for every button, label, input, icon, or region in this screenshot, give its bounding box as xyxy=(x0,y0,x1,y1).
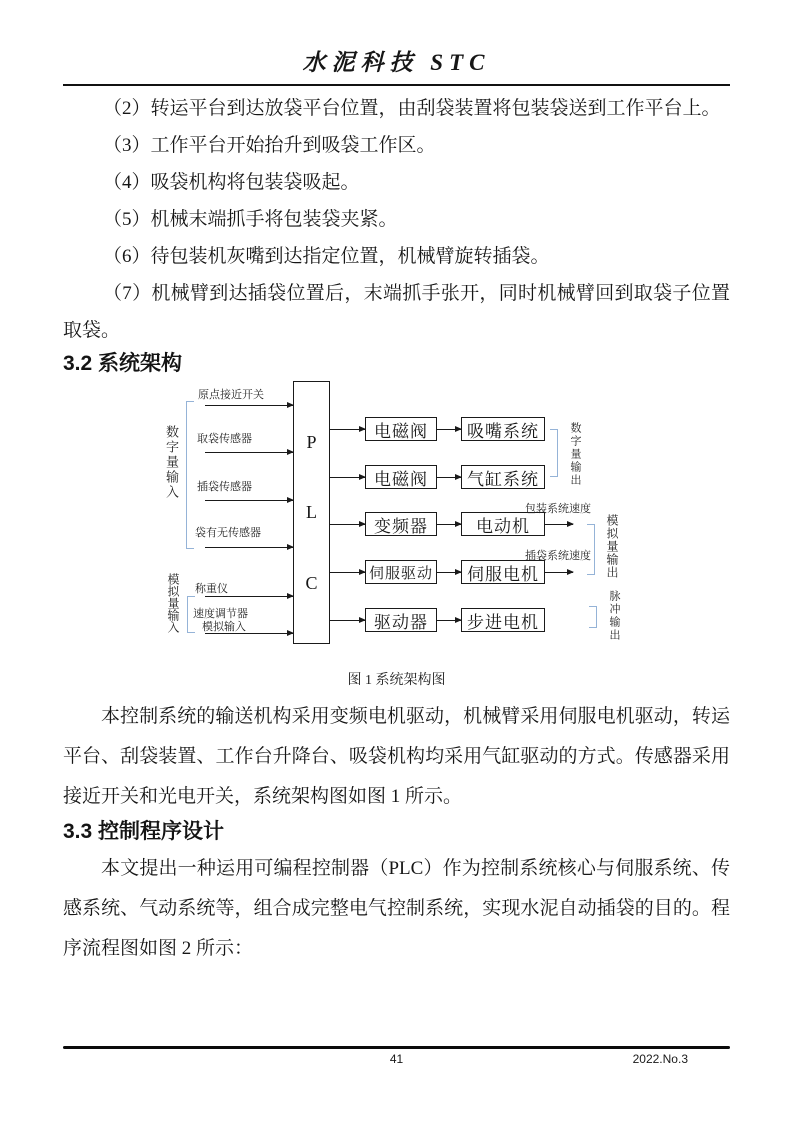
driver-box-solenoid-valve-1: 电磁阀 xyxy=(365,417,437,441)
input-arrow-3 xyxy=(205,500,293,501)
input-label-bag-pick-sensor: 取袋传感器 xyxy=(197,433,252,445)
page-number: 41 xyxy=(389,1052,404,1066)
output-arrow-insert-speed xyxy=(545,572,573,573)
plc-to-driver-arrow-3 xyxy=(330,524,365,525)
driver-to-actuator-arrow-5 xyxy=(437,620,461,621)
plc-box xyxy=(293,381,330,644)
pulse-output-group-label: 脉冲输出 xyxy=(608,590,620,642)
driver-to-actuator-arrow-3 xyxy=(437,524,461,525)
plc-to-driver-arrow-5 xyxy=(330,620,365,621)
analog-input-group-label: 模拟量输入 xyxy=(166,573,180,633)
input-label-origin-proximity-switch: 原点接近开关 xyxy=(198,389,264,401)
figure-1-system-architecture-diagram xyxy=(63,377,730,657)
journal-title: 水泥科技 STC xyxy=(302,50,491,75)
paragraph-program-design: 本文提出一种运用可编程控制器（PLC）作为控制系统核心与伺服系统、传感系统、气动系统等，组合成完整电气控制系统，实现水泥自动插袋的目的。程序流程图如图 2 所示： xyxy=(63,858,730,959)
step-5: （5）机械末端抓手将包装袋夹紧。 xyxy=(103,209,398,230)
step-2: （2）转运平台到达放袋平台位置，由刮袋装置将包装袋送到工作平台上。 xyxy=(103,98,721,119)
input-arrow-2 xyxy=(205,452,293,453)
input-label-bag-insert-sensor: 插袋传感器 xyxy=(197,481,252,493)
input-arrow-4 xyxy=(205,547,293,548)
pulse-output-bracket xyxy=(589,606,597,628)
input-arrow-5 xyxy=(205,596,293,597)
step-3: （3）工作平台开始抬升到吸袋工作区。 xyxy=(103,135,436,156)
input-label-speed-regulator: 速度调节器 xyxy=(193,608,248,620)
plc-letter-p: P xyxy=(306,431,317,452)
page-footer xyxy=(63,1046,730,1070)
plc-to-driver-arrow-2 xyxy=(330,477,365,478)
digital-input-bracket xyxy=(186,401,194,549)
driver-to-actuator-arrow-1 xyxy=(437,429,461,430)
driver-box-driver: 驱动器 xyxy=(365,608,437,632)
footer-row xyxy=(63,1052,730,1070)
plc-letter-c: C xyxy=(305,572,318,593)
actuator-box-stepper-motor: 步进电机 xyxy=(461,608,545,632)
header-rule xyxy=(63,84,730,86)
driver-box-servo-drive: 伺服驱动 xyxy=(365,560,437,584)
digital-output-group-label: 数字量输出 xyxy=(569,422,581,487)
step-4: （4）吸袋机构将包装袋吸起。 xyxy=(103,172,360,193)
input-label-bag-presence-sensor: 袋有无传感器 xyxy=(195,527,261,539)
actuator-box-electric-motor: 电动机 xyxy=(461,512,545,536)
actuator-box-servo-motor: 伺服电机 xyxy=(461,560,545,584)
actuator-box-suction-nozzle-system: 吸嘴系统 xyxy=(461,417,545,441)
process-steps xyxy=(63,90,730,349)
actuator-box-cylinder-system: 气缸系统 xyxy=(461,465,545,489)
footer-rule xyxy=(63,1046,730,1049)
plc-letter-l: L xyxy=(306,502,317,522)
output-arrow-packing-speed xyxy=(545,524,573,525)
digital-output-bracket xyxy=(550,429,558,477)
analog-output-bracket xyxy=(587,524,595,575)
figure-1-caption: 图 1 系统架构图 xyxy=(347,673,446,688)
input-arrow-6 xyxy=(205,633,293,634)
driver-to-actuator-arrow-2 xyxy=(437,477,461,478)
section-heading-3-3: 3.3 控制程序设计 xyxy=(63,820,225,843)
step-7: （7）机械臂到达插袋位置后，末端抓手张开，同时机械臂回到取袋子位置取袋。 xyxy=(63,283,730,341)
section-heading-3-2: 3.2 系统架构 xyxy=(63,352,183,375)
input-label-analog-input: 模拟输入 xyxy=(202,621,246,633)
step-6: （6）待包装机灰嘴到达指定位置，机械臂旋转插袋。 xyxy=(103,246,550,267)
digital-input-group-label: 数字量输入 xyxy=(164,425,179,500)
paragraph-system-description: 本控制系统的输送机构采用变频电机驱动，机械臂采用伺服电机驱动，转运平台、刮袋装置、工作台升降台、吸袋机构均采用气缸驱动的方式。传感器采用接近开关和光电开关，系统架构图如图 1 所示。 xyxy=(63,706,730,807)
plc-to-driver-arrow-1 xyxy=(330,429,365,430)
driver-to-actuator-arrow-4 xyxy=(437,572,461,573)
plc-to-driver-arrow-4 xyxy=(330,572,365,573)
driver-box-frequency-converter: 变频器 xyxy=(365,512,437,536)
input-arrow-1 xyxy=(205,405,293,406)
driver-box-solenoid-valve-2: 电磁阀 xyxy=(365,465,437,489)
issue-number: 2022.No.3 xyxy=(632,1052,688,1066)
input-label-weighing-instrument: 称重仪 xyxy=(195,583,228,595)
output-label-insert-system-speed: 插袋系统速度 xyxy=(525,550,591,562)
analog-output-group-label: 模拟量输出 xyxy=(605,514,619,579)
output-label-packing-system-speed: 包装系统速度 xyxy=(525,503,591,515)
analog-input-bracket xyxy=(187,596,195,633)
